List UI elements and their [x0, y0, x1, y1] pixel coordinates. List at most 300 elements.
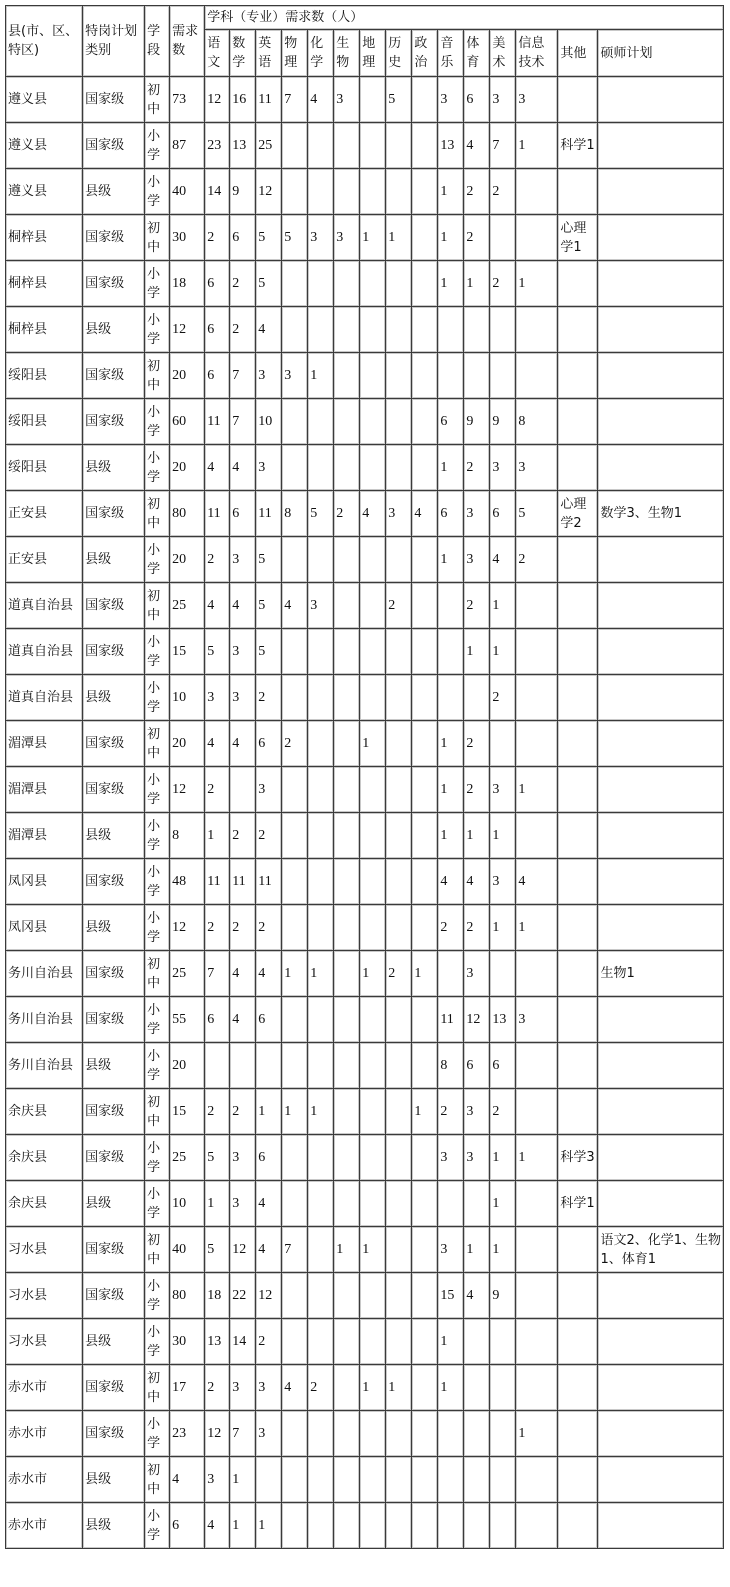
cell-subject-count: [334, 1319, 360, 1365]
cell-subject-count: 1: [205, 813, 230, 859]
cell-subject-count: 3: [386, 491, 412, 537]
cell-subject-count: 12: [205, 77, 230, 123]
cell-subject-count: [412, 905, 438, 951]
cell-subject-count: [308, 169, 334, 215]
cell-note: [598, 767, 724, 813]
cell-county: 习水县: [6, 1319, 83, 1365]
cell-subject-count: 1: [516, 905, 558, 951]
cell-subject-count: 2: [230, 905, 256, 951]
cell-subject-count: 13: [230, 123, 256, 169]
cell-subject-count: [490, 215, 516, 261]
cell-subject-count: [360, 537, 386, 583]
cell-subject-count: [360, 1043, 386, 1089]
cell-subject-count: [386, 1319, 412, 1365]
cell-subject-count: [516, 721, 558, 767]
cell-demand: 30: [170, 215, 205, 261]
cell-subject-count: [360, 1273, 386, 1319]
cell-subject-count: [282, 1503, 308, 1549]
table-row: [6, 951, 724, 997]
cell-subject-count: 1: [386, 215, 412, 261]
cell-subject-count: [360, 1181, 386, 1227]
cell-subject-count: 4: [205, 1503, 230, 1549]
cell-subject-count: 6: [205, 353, 230, 399]
table-row: [6, 813, 724, 859]
table-row: [6, 77, 724, 123]
cell-subject-count: 6: [230, 215, 256, 261]
cell-subject-count: [308, 1135, 334, 1181]
cell-subject-count: [412, 445, 438, 491]
cell-subject-count: [386, 813, 412, 859]
cell-stage: 小学: [145, 537, 170, 583]
cell-subject-count: [308, 307, 334, 353]
cell-subject-count: [516, 1043, 558, 1089]
cell-subject-count: [412, 1135, 438, 1181]
cell-subject-count: [490, 951, 516, 997]
cell-subject-count: 4: [230, 721, 256, 767]
cell-note: 语文2、化学1、生物1、体育1: [598, 1227, 724, 1273]
cell-subject-count: [360, 77, 386, 123]
cell-note: 心理学2: [558, 491, 598, 537]
cell-subject-count: 1: [490, 1135, 516, 1181]
table-header: [6, 6, 724, 77]
cell-subject-count: 1: [438, 813, 464, 859]
cell-demand: 4: [170, 1457, 205, 1503]
cell-subject-count: [490, 307, 516, 353]
cell-subject-count: 6: [256, 997, 282, 1043]
cell-subject-count: 1: [438, 169, 464, 215]
cell-subject-count: 2: [490, 675, 516, 721]
cell-subject-count: 11: [230, 859, 256, 905]
cell-subject-count: [490, 353, 516, 399]
cell-subject-count: 2: [464, 215, 490, 261]
cell-subject-count: [308, 1273, 334, 1319]
cell-stage: 小学: [145, 1181, 170, 1227]
table-row: [6, 1411, 724, 1457]
cell-county: 遵义县: [6, 169, 83, 215]
cell-subject-count: 1: [308, 1089, 334, 1135]
cell-note: [598, 1503, 724, 1549]
cell-note: 科学1: [558, 123, 598, 169]
cell-subject-count: [334, 1365, 360, 1411]
cell-demand: 55: [170, 997, 205, 1043]
cell-subject-count: [386, 859, 412, 905]
cell-subject-count: 1: [464, 261, 490, 307]
cell-subject-count: 11: [256, 491, 282, 537]
cell-subject-count: [464, 1319, 490, 1365]
cell-subject-count: [334, 1273, 360, 1319]
cell-note: [598, 1457, 724, 1503]
cell-subject-count: [334, 1411, 360, 1457]
cell-note: [558, 629, 598, 675]
cell-subject-count: 3: [464, 491, 490, 537]
cell-plan-type: 国家级: [83, 721, 145, 767]
cell-stage: 小学: [145, 399, 170, 445]
cell-subject-count: 1: [490, 905, 516, 951]
cell-subject-count: [464, 1181, 490, 1227]
cell-subject-count: [282, 1411, 308, 1457]
cell-subject-count: [516, 1089, 558, 1135]
cell-subject-count: [308, 445, 334, 491]
cell-subject-count: [386, 169, 412, 215]
cell-subject-count: [360, 859, 386, 905]
table-row: [6, 1365, 724, 1411]
cell-stage: 初中: [145, 583, 170, 629]
cell-subject-count: 6: [205, 307, 230, 353]
cell-subject-count: [464, 675, 490, 721]
cell-note: [558, 445, 598, 491]
cell-subject-count: [412, 721, 438, 767]
cell-subject-count: [282, 399, 308, 445]
cell-subject-count: [412, 1365, 438, 1411]
cell-note: [558, 721, 598, 767]
cell-subject-count: [516, 1227, 558, 1273]
cell-subject-count: 1: [205, 1181, 230, 1227]
cell-county: 绥阳县: [6, 399, 83, 445]
cell-subject-count: 14: [230, 1319, 256, 1365]
cell-county: 习水县: [6, 1227, 83, 1273]
cell-subject-count: [412, 1181, 438, 1227]
cell-subject-count: [282, 537, 308, 583]
header-subject: 其他: [558, 30, 598, 77]
cell-subject-count: 2: [438, 905, 464, 951]
cell-subject-count: [386, 675, 412, 721]
cell-subject-count: 7: [230, 399, 256, 445]
table-row: [6, 767, 724, 813]
cell-subject-count: 1: [464, 813, 490, 859]
cell-subject-count: 4: [256, 1181, 282, 1227]
cell-subject-count: [334, 721, 360, 767]
cell-subject-count: 4: [516, 859, 558, 905]
cell-subject-count: [360, 1457, 386, 1503]
header-subject: 语文: [205, 30, 230, 77]
cell-subject-count: 4: [360, 491, 386, 537]
cell-subject-count: 7: [230, 353, 256, 399]
cell-subject-count: 2: [282, 721, 308, 767]
cell-plan-type: 国家级: [83, 1227, 145, 1273]
table-row: [6, 1089, 724, 1135]
cell-note: [558, 813, 598, 859]
cell-subject-count: [438, 307, 464, 353]
cell-subject-count: 9: [230, 169, 256, 215]
cell-subject-count: 7: [490, 123, 516, 169]
cell-subject-count: [308, 1411, 334, 1457]
header-stage: 学段: [145, 6, 170, 77]
cell-subject-count: 11: [205, 859, 230, 905]
cell-note: [558, 859, 598, 905]
cell-stage: 小学: [145, 767, 170, 813]
cell-subject-count: [386, 1089, 412, 1135]
cell-subject-count: 3: [230, 675, 256, 721]
cell-subject-count: 3: [490, 77, 516, 123]
cell-subject-count: [308, 629, 334, 675]
cell-stage: 初中: [145, 951, 170, 997]
cell-subject-count: [386, 721, 412, 767]
cell-subject-count: 4: [282, 583, 308, 629]
cell-subject-count: 22: [230, 1273, 256, 1319]
cell-subject-count: 13: [490, 997, 516, 1043]
cell-subject-count: [516, 215, 558, 261]
cell-stage: 小学: [145, 813, 170, 859]
cell-subject-count: 6: [490, 491, 516, 537]
cell-demand: 25: [170, 583, 205, 629]
cell-subject-count: 3: [308, 215, 334, 261]
table-row: [6, 169, 724, 215]
cell-subject-count: 25: [256, 123, 282, 169]
cell-stage: 小学: [145, 445, 170, 491]
cell-subject-count: [334, 1503, 360, 1549]
cell-subject-count: 3: [490, 859, 516, 905]
cell-subject-count: 3: [464, 1089, 490, 1135]
cell-subject-count: 12: [230, 1227, 256, 1273]
cell-subject-count: 12: [205, 1411, 230, 1457]
cell-subject-count: [516, 583, 558, 629]
cell-subject-count: 2: [334, 491, 360, 537]
cell-stage: 小学: [145, 675, 170, 721]
cell-subject-count: [412, 1503, 438, 1549]
table-row: [6, 399, 724, 445]
cell-subject-count: [386, 1227, 412, 1273]
cell-subject-count: 2: [464, 721, 490, 767]
cell-subject-count: [386, 767, 412, 813]
cell-stage: 初中: [145, 77, 170, 123]
cell-subject-count: [360, 1089, 386, 1135]
cell-demand: 17: [170, 1365, 205, 1411]
cell-county: 习水县: [6, 1273, 83, 1319]
cell-plan-type: 县级: [83, 1181, 145, 1227]
cell-subject-count: [360, 353, 386, 399]
cell-subject-count: 7: [282, 1227, 308, 1273]
cell-subject-count: 4: [464, 1273, 490, 1319]
cell-stage: 小学: [145, 1319, 170, 1365]
table-row: [6, 491, 724, 537]
cell-plan-type: 县级: [83, 537, 145, 583]
cell-subject-count: [464, 353, 490, 399]
cell-subject-count: [334, 997, 360, 1043]
cell-plan-type: 县级: [83, 445, 145, 491]
cell-subject-count: [516, 1273, 558, 1319]
cell-stage: 初中: [145, 1089, 170, 1135]
cell-note: [598, 445, 724, 491]
cell-note: [598, 859, 724, 905]
cell-subject-count: [334, 1181, 360, 1227]
cell-subject-count: 1: [438, 215, 464, 261]
cell-subject-count: [360, 1135, 386, 1181]
cell-subject-count: 3: [256, 767, 282, 813]
cell-subject-count: [282, 1181, 308, 1227]
cell-demand: 6: [170, 1503, 205, 1549]
table-row: [6, 1135, 724, 1181]
cell-subject-count: 2: [386, 951, 412, 997]
cell-subject-count: 1: [230, 1457, 256, 1503]
cell-subject-count: [308, 1227, 334, 1273]
cell-subject-count: 1: [438, 1365, 464, 1411]
cell-note: [558, 1503, 598, 1549]
cell-note: [558, 583, 598, 629]
cell-subject-count: [490, 1319, 516, 1365]
cell-demand: 20: [170, 721, 205, 767]
cell-subject-count: 7: [230, 1411, 256, 1457]
cell-note: [598, 77, 724, 123]
cell-subject-count: [256, 1043, 282, 1089]
table-row: [6, 445, 724, 491]
cell-stage: 小学: [145, 997, 170, 1043]
cell-subject-count: [516, 675, 558, 721]
cell-subject-count: 4: [464, 123, 490, 169]
cell-county: 道真自治县: [6, 629, 83, 675]
cell-subject-count: 4: [256, 951, 282, 997]
cell-subject-count: [334, 951, 360, 997]
table-row: [6, 1503, 724, 1549]
cell-subject-count: 1: [516, 123, 558, 169]
cell-subject-count: 8: [438, 1043, 464, 1089]
cell-stage: 小学: [145, 123, 170, 169]
cell-subject-count: [308, 261, 334, 307]
cell-county: 道真自治县: [6, 583, 83, 629]
cell-subject-count: 1: [282, 951, 308, 997]
cell-plan-type: 国家级: [83, 1273, 145, 1319]
cell-subject-count: [334, 353, 360, 399]
cell-demand: 20: [170, 537, 205, 583]
cell-plan-type: 国家级: [83, 215, 145, 261]
cell-plan-type: 国家级: [83, 951, 145, 997]
cell-subject-count: 2: [205, 1089, 230, 1135]
cell-subject-count: 3: [516, 445, 558, 491]
cell-county: 赤水市: [6, 1503, 83, 1549]
cell-plan-type: 县级: [83, 675, 145, 721]
table-row: [6, 307, 724, 353]
cell-subject-count: [334, 123, 360, 169]
cell-subject-count: [360, 307, 386, 353]
cell-stage: 小学: [145, 629, 170, 675]
cell-subject-count: 3: [230, 1135, 256, 1181]
cell-stage: 初中: [145, 1365, 170, 1411]
teacher-demand-table: [5, 5, 724, 1549]
cell-subject-count: 2: [230, 307, 256, 353]
cell-subject-count: [490, 1503, 516, 1549]
cell-subject-count: [360, 123, 386, 169]
cell-subject-count: 1: [438, 445, 464, 491]
cell-county: 桐梓县: [6, 261, 83, 307]
cell-subject-count: 3: [438, 77, 464, 123]
cell-subject-count: 2: [464, 169, 490, 215]
cell-subject-count: [412, 1457, 438, 1503]
cell-subject-count: [412, 583, 438, 629]
cell-subject-count: 1: [282, 1089, 308, 1135]
cell-subject-count: 11: [256, 77, 282, 123]
cell-plan-type: 县级: [83, 813, 145, 859]
cell-subject-count: 6: [205, 997, 230, 1043]
cell-subject-count: [282, 1273, 308, 1319]
cell-plan-type: 县级: [83, 307, 145, 353]
cell-subject-count: [386, 537, 412, 583]
cell-subject-count: [412, 307, 438, 353]
cell-subject-count: [308, 767, 334, 813]
cell-subject-count: [334, 583, 360, 629]
cell-demand: 8: [170, 813, 205, 859]
table-body: [6, 77, 724, 1549]
cell-subject-count: [516, 813, 558, 859]
cell-subject-count: [230, 767, 256, 813]
cell-subject-count: [308, 721, 334, 767]
cell-subject-count: 6: [230, 491, 256, 537]
cell-subject-count: 7: [205, 951, 230, 997]
cell-subject-count: 6: [438, 491, 464, 537]
cell-note: [558, 997, 598, 1043]
cell-subject-count: 2: [464, 445, 490, 491]
cell-subject-count: 3: [334, 215, 360, 261]
cell-demand: 30: [170, 1319, 205, 1365]
cell-demand: 20: [170, 1043, 205, 1089]
cell-subject-count: 1: [360, 1227, 386, 1273]
cell-subject-count: 3: [438, 1135, 464, 1181]
cell-county: 遵义县: [6, 77, 83, 123]
cell-subject-count: [308, 1503, 334, 1549]
cell-note: 心理学1: [558, 215, 598, 261]
cell-county: 遵义县: [6, 123, 83, 169]
table-row: [6, 1043, 724, 1089]
cell-subject-count: 2: [490, 261, 516, 307]
table-row: [6, 1319, 724, 1365]
header-subject: 历史: [386, 30, 412, 77]
cell-subject-count: 8: [516, 399, 558, 445]
cell-demand: 20: [170, 353, 205, 399]
cell-subject-count: [386, 1503, 412, 1549]
cell-subject-count: 5: [256, 215, 282, 261]
cell-subject-count: 3: [490, 767, 516, 813]
cell-subject-count: 1: [490, 1227, 516, 1273]
cell-subject-count: 3: [205, 1457, 230, 1503]
cell-note: [598, 997, 724, 1043]
cell-note: [598, 353, 724, 399]
cell-subject-count: 4: [308, 77, 334, 123]
cell-stage: 小学: [145, 859, 170, 905]
cell-subject-count: [386, 629, 412, 675]
table-row: [6, 721, 724, 767]
cell-stage: 初中: [145, 353, 170, 399]
cell-plan-type: 国家级: [83, 353, 145, 399]
header-subject: 音乐: [438, 30, 464, 77]
cell-subject-count: 16: [230, 77, 256, 123]
cell-note: [598, 1089, 724, 1135]
cell-subject-count: [438, 675, 464, 721]
cell-subject-count: [438, 1457, 464, 1503]
cell-subject-count: [412, 1319, 438, 1365]
header-subject: 硕师计划: [598, 30, 724, 77]
cell-subject-count: [386, 1043, 412, 1089]
cell-subject-count: [412, 169, 438, 215]
cell-plan-type: 国家级: [83, 261, 145, 307]
cell-subject-count: [282, 859, 308, 905]
cell-demand: 48: [170, 859, 205, 905]
cell-subject-count: [516, 1457, 558, 1503]
cell-subject-count: [464, 1503, 490, 1549]
cell-subject-count: [412, 399, 438, 445]
table-row: [6, 1227, 724, 1273]
cell-subject-count: 1: [308, 353, 334, 399]
cell-subject-count: [282, 169, 308, 215]
cell-note: [598, 215, 724, 261]
cell-plan-type: 县级: [83, 1457, 145, 1503]
cell-subject-count: [412, 629, 438, 675]
cell-subject-count: [516, 353, 558, 399]
cell-subject-count: 4: [205, 721, 230, 767]
cell-plan-type: 国家级: [83, 1365, 145, 1411]
cell-note: [558, 261, 598, 307]
cell-note: [558, 77, 598, 123]
cell-subject-count: [308, 123, 334, 169]
cell-note: [598, 1273, 724, 1319]
cell-county: 凤冈县: [6, 905, 83, 951]
